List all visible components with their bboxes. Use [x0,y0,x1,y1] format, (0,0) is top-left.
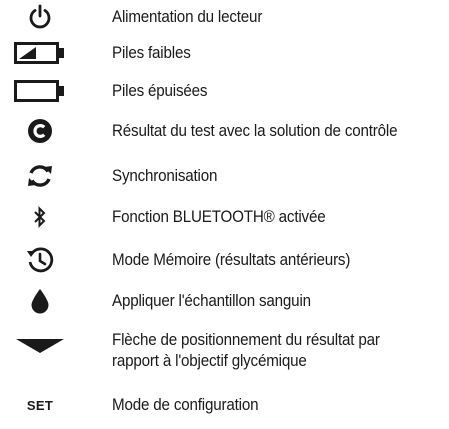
legend-row-battery-low [0,40,449,66]
legend-label-target-arrow [112,330,443,372]
legend-row-memory [0,245,449,275]
legend-row-control-solution [0,117,449,145]
set-icon-text: SET [26,397,54,413]
legend-label-power: Alimentation du lecteur [112,8,263,26]
legend-label-sync: Synchronisation [112,167,218,185]
legend-label-blood-drop: Appliquer l'échantillon sanguin [112,292,311,310]
legend-row-bluetooth [0,204,449,230]
battery-low-icon [4,40,76,66]
arrow-down-icon [4,336,76,356]
set-icon [4,392,76,418]
legend-label-set: Mode de configuration [112,396,259,414]
battery-empty-icon [4,78,76,104]
legend-row-blood-drop [0,287,449,315]
legend-label-battery-empty: Piles épuisées [112,82,208,100]
legend-label-target-arrow-line2: rapport à l'objectif glycémique [112,352,307,370]
legend-label-target-arrow-line1: Flèche de positionnement du résultat par [112,331,380,349]
legend-row-power [0,3,449,31]
legend-row-target-arrow [0,326,449,376]
memory-icon [4,245,76,275]
legend-row-battery-empty [0,78,449,104]
legend-label-memory: Mode Mémoire (résultats antérieurs) [112,251,351,269]
legend-row-sync [0,162,449,190]
power-icon [4,3,76,31]
control-solution-icon [4,117,76,145]
blood-drop-icon [4,287,76,315]
legend-row-set [0,392,449,418]
sync-icon [4,162,76,190]
legend-label-control-solution: Résultat du test avec la solution de contrôle [112,122,398,140]
legend-label-battery-low: Piles faibles [112,44,191,62]
bluetooth-icon [4,204,76,230]
legend-label-bluetooth: Fonction BLUETOOTH® activée [112,208,326,226]
